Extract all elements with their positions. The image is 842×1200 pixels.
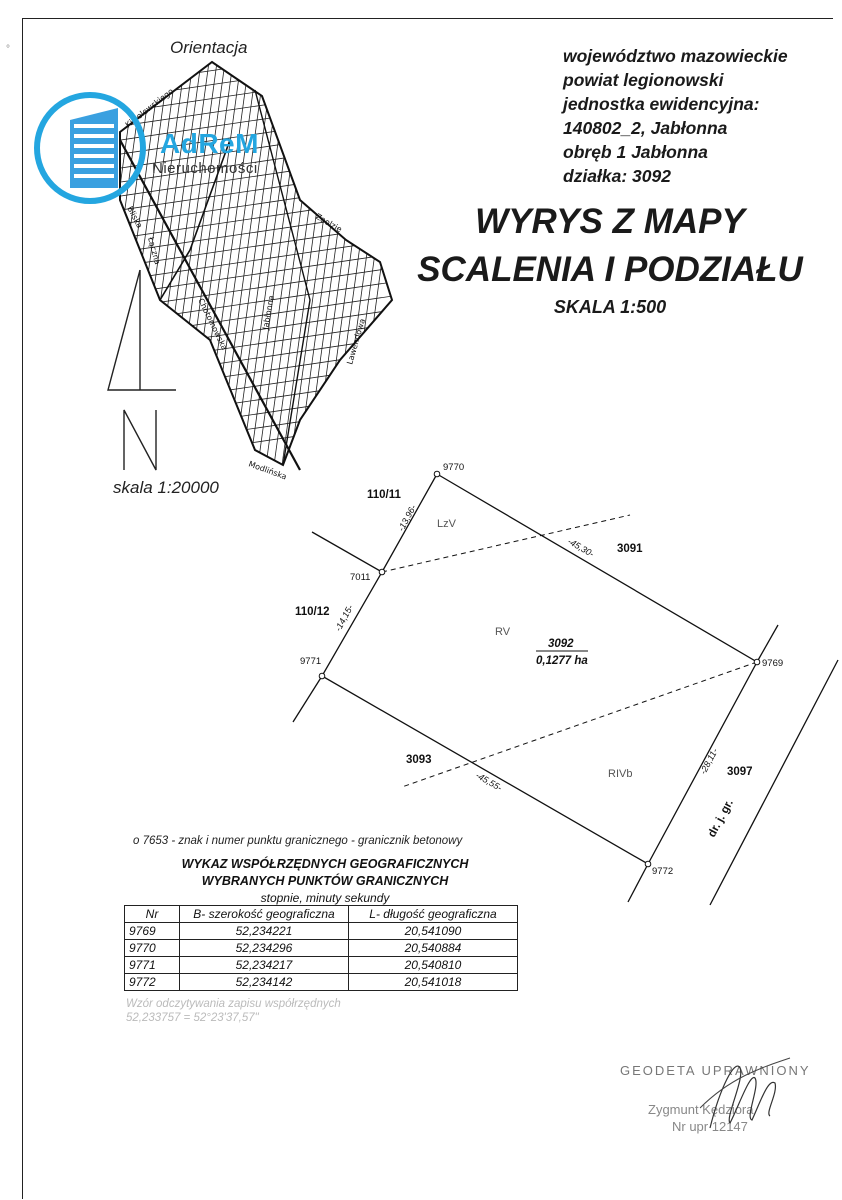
point-label: 9769: [762, 658, 784, 669]
coordinates-table: [124, 905, 518, 991]
header-county: powiat legionowski: [563, 70, 724, 90]
table-title-2: WYBRANYCH PUNKTÓW GRANICZNYCH: [201, 874, 449, 888]
street-label: Bliska: [125, 204, 145, 230]
neighbor-parcel-label: 3093: [406, 754, 432, 766]
header-unit: 140802_2, Jabłonna: [563, 118, 728, 138]
neighbor-parcel-label: 110/12: [295, 606, 330, 618]
table-row: [125, 923, 518, 940]
table-subtitle: stopnie, minuty sekundy: [260, 891, 390, 905]
note-line-1: Wzór odczytywania zapisu współrzędnych: [126, 998, 341, 1010]
cell-lon: 20,541090: [349, 923, 518, 940]
cell-lat: 52,234221: [180, 923, 349, 940]
distance-label: -28,11-: [697, 746, 720, 776]
street-label: Lawendowa: [345, 317, 367, 366]
legend-text: o 7653 - znak i numer punktu granicznego - granicznik betonowy: [133, 835, 463, 847]
cell-lon: 20,540884: [349, 940, 518, 957]
cell-nr: 9769: [125, 923, 180, 940]
scan-mark: °: [6, 44, 10, 55]
logo-subtitle: Nieruchomości: [152, 160, 258, 177]
stamp-title: GEODETA UPRAWNIONY: [620, 1063, 811, 1078]
cell-lon: 20,541018: [349, 974, 518, 991]
street-label: Zaolzie: [314, 211, 344, 235]
stamp-name: Zygmunt Kędziora: [648, 1102, 754, 1117]
land-class-label: RV: [495, 626, 511, 638]
distance-label: -45,55-: [474, 770, 504, 793]
street-label: Jabłonna: [261, 294, 276, 331]
point-label: 9770: [443, 462, 465, 473]
distance-label: -13,96-: [395, 503, 419, 533]
map-scale: SKALA 1:500: [553, 297, 667, 317]
header-unit-label: jednostka ewidencyjna:: [563, 94, 760, 114]
cell-lat: 52,234142: [180, 974, 349, 991]
column-header: Nr: [125, 906, 180, 923]
table-header-row: [125, 906, 518, 923]
stamp-license: Nr upr 12147: [672, 1119, 748, 1134]
parcel-number: 3092: [548, 638, 574, 650]
title-line-1: WYRYS Z MAPY: [475, 202, 745, 241]
table-row: [125, 957, 518, 974]
logo-brand: AdReM: [160, 128, 259, 159]
note-line-2: 52,233757 = 52°23'37,57": [126, 1012, 259, 1024]
header-parcel: działka: 3092: [563, 166, 671, 186]
neighbor-parcel-label: 110/11: [367, 489, 401, 501]
table-row: [125, 974, 518, 991]
header-voivodeship: województwo mazowieckie: [563, 46, 788, 66]
cell-nr: 9770: [125, 940, 180, 957]
point-label: 7011: [350, 572, 371, 583]
column-header: L- długość geograficzna: [349, 906, 518, 923]
column-header: B- szerokość geograficzna: [180, 906, 349, 923]
table-row: [125, 940, 518, 957]
cell-lat: 52,234217: [180, 957, 349, 974]
street-label: Łączna: [146, 236, 163, 266]
distance-label: -14,15-: [332, 603, 356, 633]
parcel-area: 0,1277 ha: [536, 655, 588, 667]
coordinate-format-note: [126, 997, 341, 1025]
header-precinct: obręb 1 Jabłonna: [563, 142, 708, 162]
distance-label: -45,30-: [566, 536, 596, 559]
point-label: 9772: [652, 866, 674, 877]
orientation-scale: skala 1:20000: [113, 478, 219, 497]
street-label: Modlińska: [247, 459, 288, 482]
street-label: Chotomowska: [196, 296, 230, 352]
point-label: 9771: [300, 656, 322, 667]
cell-lat: 52,234296: [180, 940, 349, 957]
title-line-2: SCALENIA I PODZIAŁU: [417, 250, 803, 289]
street-label: Kisielewskiego: [123, 86, 176, 130]
road-label: dr. j. gr.: [706, 797, 736, 840]
cell-lon: 20,540810: [349, 957, 518, 974]
neighbor-parcel-label: 3091: [617, 543, 643, 555]
signature-icon: [690, 1048, 800, 1138]
orientation-label: Orientacja: [170, 38, 248, 57]
cell-nr: 9772: [125, 974, 180, 991]
neighbor-parcel-label: 3097: [727, 766, 753, 778]
table-title-1: WYKAZ WSPÓŁRZĘDNYCH GEOGRAFICZNYCH: [181, 857, 469, 871]
land-class-label: RIVb: [608, 768, 633, 780]
cell-nr: 9771: [125, 957, 180, 974]
land-class-label: LzV: [437, 518, 456, 530]
